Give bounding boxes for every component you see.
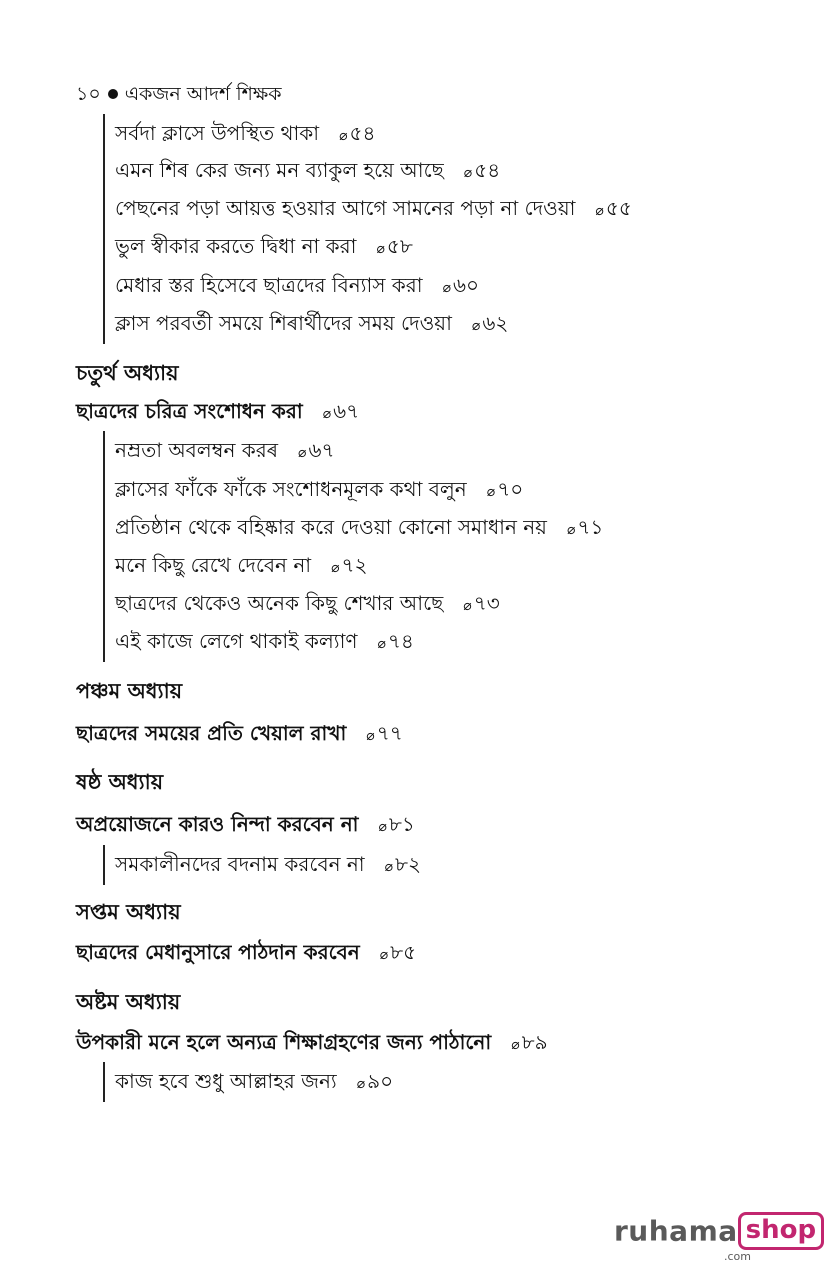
chapter-heading xyxy=(76,898,181,926)
page-marker-icon: ⌀ xyxy=(442,280,452,296)
toc-sub-entry xyxy=(115,1068,393,1097)
entry-title: ছাত্রদের চরিত্র সংশোধন করা xyxy=(76,399,303,423)
entry-title: পঞ্চম অধ্যায় xyxy=(76,679,183,703)
page-number: ৮২ xyxy=(395,852,422,876)
subsection-rule xyxy=(103,1062,105,1102)
toc-main-entry xyxy=(76,811,415,840)
page-reference xyxy=(357,1069,393,1093)
page-reference xyxy=(380,940,416,964)
page-reference xyxy=(366,721,402,745)
page-marker-icon: ⌀ xyxy=(566,522,576,538)
entry-title: ক্লাসের ফাঁকে ফাঁকে সংশোধনমূলক কথা বলুন xyxy=(115,477,467,501)
page-reference xyxy=(385,852,421,876)
entry-title: ছাত্রদের সময়ের প্রতি খেয়াল রাখা xyxy=(76,721,347,745)
page-marker-icon: ⌀ xyxy=(366,728,375,744)
toc-sub-entry xyxy=(115,437,335,466)
logo-suffix: .com xyxy=(724,1250,751,1263)
toc-sub-entry xyxy=(115,272,479,301)
chapter-heading xyxy=(76,988,180,1016)
page-marker-icon: ⌀ xyxy=(339,128,348,144)
page-number: ৭২ xyxy=(341,553,368,577)
chapter-heading xyxy=(76,768,163,796)
page-number: ৭৪ xyxy=(387,629,414,653)
page-marker-icon: ⌀ xyxy=(595,203,604,219)
page-number: ৬০ xyxy=(453,273,480,297)
toc-sub-entry xyxy=(115,628,414,657)
book-title: একজন আদর্শ শিক্ষক xyxy=(124,83,282,105)
page-reference xyxy=(567,515,603,539)
toc-sub-entry xyxy=(115,120,376,149)
page-number: ৯০ xyxy=(367,1069,394,1093)
page-marker-icon: ⌀ xyxy=(322,406,332,422)
page-marker-icon: ⌀ xyxy=(463,598,472,614)
entry-title: পেছনের পড়া আয়ত্ত হওয়ার আগে সামনের পড়া না দেওয়া xyxy=(115,196,576,220)
toc-sub-entry xyxy=(115,851,421,880)
entry-title: সপ্তম অধ্যায় xyxy=(76,900,181,924)
page-reference xyxy=(472,311,508,335)
page-marker-icon: ⌀ xyxy=(377,636,386,652)
page-reference xyxy=(487,477,523,501)
chapter-heading xyxy=(76,359,179,387)
toc-sub-entry xyxy=(115,552,368,581)
subsection-rule xyxy=(103,114,105,344)
page-marker-icon: ⌀ xyxy=(298,445,307,461)
page-number: ৮১ xyxy=(388,812,415,836)
toc-main-entry xyxy=(76,939,416,968)
page-number: ৫৪ xyxy=(474,158,501,182)
subsection-rule xyxy=(103,845,105,885)
page-number: ৮৯ xyxy=(521,1030,548,1054)
page-reference xyxy=(298,438,334,462)
entry-title: ছাত্রদের থেকেও অনেক কিছু শেখার আছে xyxy=(115,591,444,615)
page-marker-icon: ⌀ xyxy=(486,484,496,500)
toc-main-entry xyxy=(76,720,403,749)
entry-title: কাজ হবে শুধু আল্লাহর জন্য xyxy=(115,1069,337,1093)
page-marker-icon: ⌀ xyxy=(463,165,473,181)
page-marker-icon: ⌀ xyxy=(471,318,481,334)
entry-title: ছাত্রদের মেধানুসারে পাঠদান করবেন xyxy=(76,940,360,964)
page-reference xyxy=(443,273,479,297)
page-reference xyxy=(339,121,375,145)
chapter-heading xyxy=(76,677,182,705)
entry-title: ক্লাস পরবর্তী সময়ে শিৰার্থীদের সময় দেওয়া xyxy=(115,311,452,335)
page-number: ৭০ xyxy=(497,477,524,501)
entry-title: উপকারী মনে হলে অন্যত্র শিক্ষাগ্রহণের জন্য পাঠানো xyxy=(76,1030,492,1054)
entry-title: অষ্টম অধ্যায় xyxy=(76,990,181,1014)
toc-sub-entry xyxy=(115,233,413,262)
toc-sub-entry xyxy=(115,310,508,339)
page-reference xyxy=(511,1030,547,1054)
running-header xyxy=(76,80,282,112)
entry-title: মেধার স্তর হিসেবে ছাত্রদের বিন্যাস করা xyxy=(115,273,423,297)
page-reference xyxy=(323,399,359,423)
toc-sub-entry xyxy=(115,514,603,543)
entry-title: ভুল স্বীকার করতে দ্বিধা না করা xyxy=(115,234,357,258)
page-marker-icon: ⌀ xyxy=(384,859,394,875)
page-reference xyxy=(377,629,413,653)
page-marker-icon: ⌀ xyxy=(511,1037,520,1053)
page-reference xyxy=(378,812,414,836)
toc-sub-entry xyxy=(115,157,500,186)
page-reference xyxy=(464,158,500,182)
entry-title: চতুর্থ অধ্যায় xyxy=(76,361,179,385)
ruhamashop-logo xyxy=(614,1212,824,1263)
page-number: ৫৪ xyxy=(349,121,376,145)
page-number: ৬৭ xyxy=(333,399,360,423)
page-marker-icon: ⌀ xyxy=(376,241,385,257)
page-reference xyxy=(376,234,412,258)
entry-title: মনে কিছু রেখে দেবেন না xyxy=(115,553,312,577)
page-number: ৬২ xyxy=(482,311,509,335)
subsection-rule xyxy=(103,431,105,662)
logo-shop-text: shop xyxy=(738,1212,824,1250)
toc-main-entry xyxy=(76,1029,548,1058)
page-number: ৭১ xyxy=(577,515,604,539)
entry-title: এই কাজে লেগে থাকাই কল্যাণ xyxy=(115,629,358,653)
toc-main-entry xyxy=(76,398,359,427)
page-number: ৫৮ xyxy=(386,234,413,258)
page-marker-icon: ⌀ xyxy=(379,947,389,963)
toc-sub-entry xyxy=(115,590,500,619)
entry-title: সর্বদা ক্লাসে উপস্থিত থাকা xyxy=(115,121,320,145)
page-marker-icon: ⌀ xyxy=(331,560,340,576)
entry-title: সমকালীনদের বদনাম করবেন না xyxy=(115,852,365,876)
page-reference xyxy=(595,196,631,220)
page-number: ৭৩ xyxy=(473,591,500,615)
page-number: ৭৭ xyxy=(376,721,403,745)
page-reference xyxy=(331,553,367,577)
entry-title: নম্রতা অবলম্বন করৰ xyxy=(115,438,279,462)
page-number: ৮৫ xyxy=(390,940,417,964)
page-number: ৫৫ xyxy=(605,196,632,220)
page-marker-icon: ⌀ xyxy=(356,1076,366,1092)
entry-title: এমন শিৰ কের জন্য মন ব্যাকুল হয়ে আছে xyxy=(115,158,444,182)
entry-title: প্রতিষ্ঠান থেকে বহিষ্কার করে দেওয়া কোনো সমাধান নয় xyxy=(115,515,547,539)
bullet-dot-icon xyxy=(108,89,118,99)
logo-brand-text: ruhama xyxy=(614,1214,738,1248)
page-reference xyxy=(463,591,499,615)
toc-sub-entry xyxy=(115,476,523,505)
page-number: ৬৭ xyxy=(308,438,335,462)
toc-sub-entry xyxy=(115,195,632,224)
entry-title: অপ্রয়োজনে কারও নিন্দা করবেন না xyxy=(76,812,359,836)
entry-title: ষষ্ঠ অধ্যায় xyxy=(76,770,164,794)
page-marker-icon: ⌀ xyxy=(378,819,387,835)
page-number: ১০ xyxy=(76,83,101,105)
